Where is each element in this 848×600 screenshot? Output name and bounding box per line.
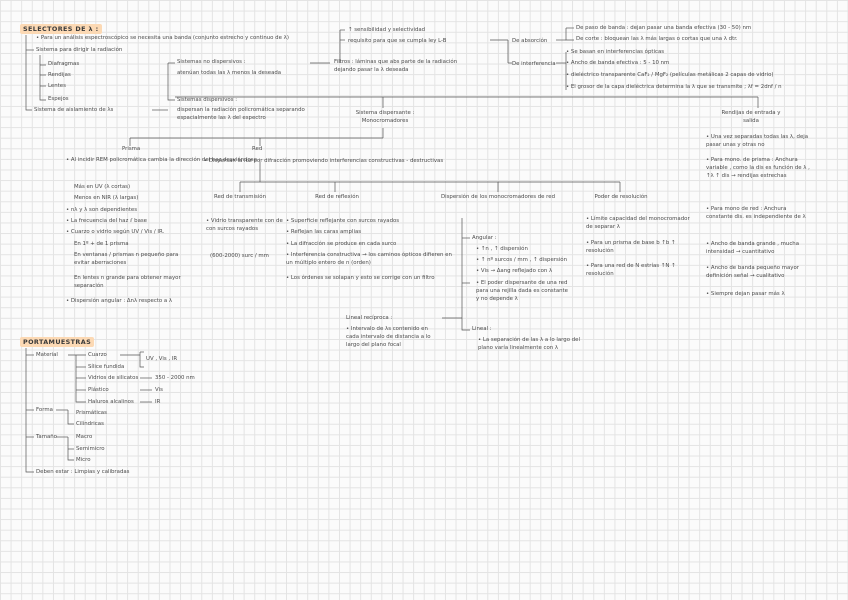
tamano-micro: Micro	[76, 457, 91, 463]
interferencia-note-4: • El grosor de la capa dieléctrica determina la λ que se transmite ; λf = 2dnf / n	[566, 84, 782, 90]
section-title-portamuestras: PORTAMUESTRAS	[20, 337, 94, 347]
rendijas-note-3: • Para mono de red : Anchura constante dis. es independiente de λ	[706, 206, 806, 221]
material-plastico-range: Vis	[155, 387, 163, 393]
red-reflexion-note-5: • Los órdenes se solapan y esto se corrige con un filtro	[286, 275, 435, 281]
forma-label: Forma	[36, 407, 53, 413]
prisma-note-2: Más en UV (λ cortas)	[74, 184, 131, 190]
tamano-semimicro: Semimicro	[76, 446, 105, 452]
no-dispersivos-desc: atenúan todas las λ menos la deseada	[177, 70, 282, 76]
red-reflexion-note-2: • Reflejan las caras amplias	[286, 229, 362, 235]
prisma-title: Prisma	[122, 146, 141, 152]
tamano-label: Tamaño	[36, 434, 57, 440]
angular-note-4: • El poder dispersante de una red para una rejilla dada es constante y no depende λ	[476, 280, 568, 303]
prisma-note-4: • nλ y λ son dependientes	[66, 207, 138, 213]
red-transmision-title: Red de transmisión	[213, 194, 267, 200]
prisma-note-1: • Al incidir REM policromática cambia la dirección del haz desviándose :	[66, 157, 261, 163]
material-cuarzo: Cuarzo	[88, 352, 107, 358]
angular-note-2: • ↑ nº surcos / mm , ↑ dispersión	[476, 257, 568, 263]
filtros-sensibilidad: ↑ sensibilidad y selectividad	[348, 27, 426, 33]
monocromador-title: Sistema dispersante : Monocromadores	[355, 110, 415, 125]
red-poder-title: Poder de resolución	[594, 194, 648, 200]
material-silice: Sílice fundida	[88, 364, 125, 370]
dispersion-lineal-label: Lineal :	[472, 326, 492, 332]
material-label: Material	[36, 352, 58, 358]
no-dispersivos-title: Sistemas no dispersivos :	[177, 59, 246, 65]
filtros-desc: Filtros : láminas que abs parte de la radiación dejando pasar la λ deseada	[334, 59, 458, 74]
angular-note-1: • ↑n , ↑ dispersión	[476, 246, 528, 252]
prisma-note-10: • Dispersión angular : Δnλ respecto a λ	[66, 298, 173, 304]
list-item-espejos: Espejos	[48, 96, 69, 102]
dispersivos-title: Sistemas dispersivos :	[177, 97, 238, 103]
deben-estar-note: Deben estar : Limpias y calibradas	[36, 469, 130, 475]
list-item-lentes: Lentes	[48, 83, 66, 89]
material-haluros: Haluros alcalinos	[88, 399, 134, 405]
tamano-macro: Macro	[76, 434, 93, 440]
prisma-note-7: En 1º + de 1 prisma	[74, 241, 129, 247]
rendijas-note-5: • Ancho de banda pequeño mayor definición señal → cualitativo	[706, 265, 800, 280]
rendijas-note-4: • Ancho de banda grande , mucha intensidad → cuantitativo	[706, 241, 800, 256]
poder-note-3: • Para una red de N estrías ↑N ↑ resolución	[586, 263, 676, 278]
rendijas-note-1: • Una vez separadas todas las λ, deja pasar unas y otras no	[706, 134, 809, 149]
prisma-note-3: Menos en NIR (λ largas)	[74, 195, 139, 201]
red-dispersion-title: Dispersión de los monocromadores de red	[440, 194, 556, 200]
selectores-bullet: • Para un análisis espectroscópico se necesita una banda (conjunto estrecho y continuo de λ)	[36, 35, 289, 41]
material-haluros-range: IR	[155, 399, 161, 405]
material-plastico: Plástico	[88, 387, 109, 393]
sistema-aislamiento-label: Sistema de aislamiento de λs	[34, 107, 114, 113]
angular-note-3: • Vis → Δang reflejado con λ	[476, 268, 553, 274]
material-cuarzo-range: UV , Vis , IR	[146, 356, 178, 362]
red-transmision-note-2: (600-2000) surc / mm	[210, 253, 269, 259]
material-vidrios-range: 350 - 2000 nm	[155, 375, 195, 381]
list-item-rendijas: Rendijas	[48, 72, 71, 78]
dispersivos-desc: dispersan la radiación policromática separando espacialmente las λ del espectro	[177, 107, 305, 122]
forma-cilindricas: Cilíndricas	[76, 421, 104, 427]
material-vidrios: Vidrios de silicatos	[88, 375, 139, 381]
rendijas-title: Rendijas de entrada y salida	[721, 110, 781, 125]
red-desc: • Dispersan la luz por difracción promoviendo interferencias constructivas - destructivas	[204, 158, 444, 164]
red-reflexion-note-1: • Superficie reflejante con surcos rayados	[286, 218, 400, 224]
filtro-corte: De corte : bloquean las λ más largas o cortas que una λ dtr.	[576, 36, 738, 42]
dispersion-angular-label: Angular :	[472, 235, 497, 241]
prisma-note-6: • Cuarzo o vidrio según UV / Vis / IR.	[66, 229, 165, 235]
tree-line-selectores	[26, 35, 32, 110]
forma-prismaticas: Prismáticas	[76, 410, 107, 416]
prisma-note-5: • La frecuencia del haz ⫽ base	[66, 218, 147, 224]
section-title-selectores: SELECTORES DE λ :	[20, 24, 102, 34]
red-title: Red	[252, 146, 263, 152]
lineal-reciproca-note-1: • Intervalo de λs contenido en cada intervalo de distancia a lo largo del plano focal	[346, 326, 431, 349]
red-transmision-note-1: • Vidrio transparente con de con surcos rayados	[206, 218, 283, 233]
poder-note-2: • Para un prisma de base b ↑b ↑ resolución	[586, 240, 676, 255]
red-reflexion-title: Red de reflexión	[315, 194, 359, 200]
dispersion-lineal-reciproca-label: Lineal recíproca :	[346, 315, 393, 321]
rendijas-note-2: • Para mono. de prisma : Anchura variable , como la dis es función de λ , ↑λ ↑ dis → rendijas estrechas	[706, 157, 810, 180]
lineal-note-1: • La separación de las λ a lo largo del plano varía linealmente con λ	[478, 337, 580, 352]
red-reflexion-note-4: • Interferencia constructiva → los caminos ópticos difieren en un múltiplo entero de n (orden)	[286, 252, 452, 267]
red-reflexion-note-3: • La difracción se produce en cada surco	[286, 241, 397, 247]
filtro-paso-banda: De paso de banda : dejan pasar una banda efectiva (30 - 50) nm	[576, 25, 752, 31]
prisma-note-8: En ventanas / prismas n pequeño para evitar aberraciones	[74, 252, 179, 267]
poder-note-1: • Límite capacidad del monocromador de separar λ	[586, 216, 690, 231]
prisma-note-9: En lentes n grande para obtener mayor separación	[74, 275, 181, 290]
filtro-absorcion-label: De absorción	[512, 38, 548, 44]
interferencia-note-3: • dieléctrico transparente CaF₂ / MgF₂ (películas metálicas 2 capas de vidrio)	[566, 72, 774, 78]
filtro-interferencia-label: De interferencia	[512, 61, 556, 67]
sistema-dirigir-label: Sistema para dirigir la radiación	[36, 47, 123, 53]
interferencia-note-1: • Se basan en interferencias ópticas	[566, 49, 665, 55]
rendijas-note-6: • Siempre dejan pasar más λ	[706, 291, 785, 297]
interferencia-note-2: • Ancho de banda efectiva : 5 - 10 nm	[566, 60, 670, 66]
filtros-requisito: requisito para que se cumpla ley L-B	[348, 38, 447, 44]
list-item-diafragmas: Diafragmas	[48, 61, 80, 67]
